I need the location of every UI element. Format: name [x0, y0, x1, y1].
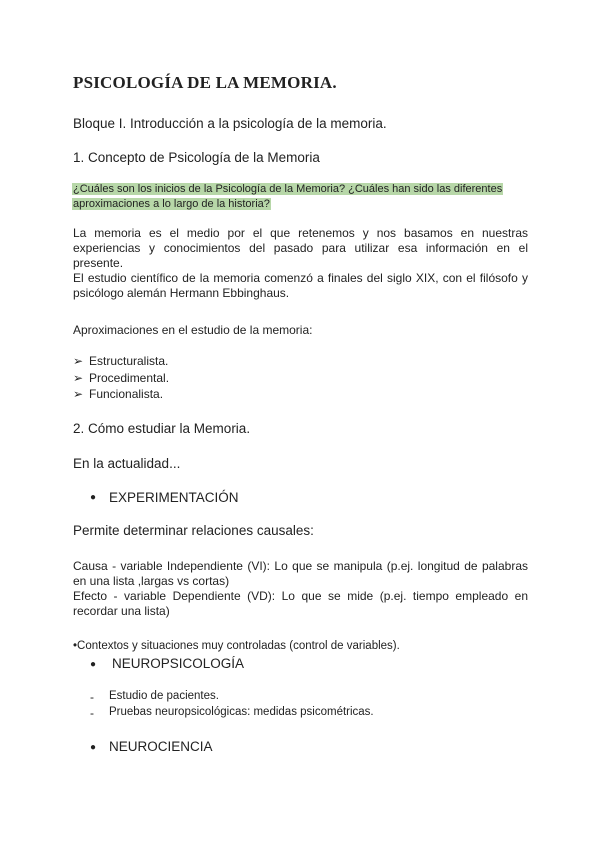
- causal-text: Permite determinar relaciones causales:: [73, 523, 314, 538]
- arrow-icon: ➢: [73, 387, 84, 401]
- variables-line-4: recordar una lista): [73, 604, 170, 618]
- approach-item: [73, 354, 168, 368]
- intro-line-2: experiencias y conocimientos del pasado para utilizar esa información en el: [73, 241, 528, 255]
- arrow-icon: ➢: [73, 354, 84, 368]
- section2-heading: 2. Cómo estudiar la Memoria.: [73, 421, 251, 436]
- highlight-line-1: ¿Cuáles son los inicios de la Psicología de la Memoria? ¿Cuáles han sido las diferentes: [73, 183, 503, 195]
- approach-item: [73, 387, 163, 401]
- contexts-text: •Contextos y situaciones muy controladas (control de variables).: [73, 640, 400, 652]
- approach-item: [73, 371, 169, 385]
- section1-heading: 1. Concepto de Psicología de la Memoria: [73, 150, 320, 165]
- neuroscience-label: NEUROCIENCIA: [109, 739, 213, 754]
- document-title: PSICOLOGÍA DE LA MEMORIA.: [73, 73, 337, 92]
- variables-paragraph: [73, 559, 528, 619]
- intro-paragraph: [73, 226, 528, 301]
- approach-label: Procedimental.: [89, 371, 170, 385]
- intro-line-1: La memoria es el medio por el que retenemos y nos basamos en nuestras: [73, 226, 528, 240]
- neuropsychology-label: NEUROPSICOLOGÍA: [112, 656, 245, 671]
- arrow-icon: ➢: [73, 371, 84, 385]
- highlight-line-2: aproximaciones a lo largo de la historia?: [73, 198, 270, 210]
- approaches-heading: Aproximaciones en el estudio de la memoria:: [73, 323, 313, 337]
- neuro-item: Pruebas neuropsicológicas: medidas psicométricas.: [109, 706, 374, 718]
- bullet-icon: ●: [90, 659, 97, 670]
- intro-line-3: presente.: [73, 256, 124, 270]
- approach-label: Funcionalista.: [89, 387, 164, 401]
- dash-icon: -: [90, 706, 94, 720]
- bullet-icon: ●: [90, 492, 97, 503]
- variables-line-1: Causa - variable Independiente (VI): Lo que se manipula (p.ej. longitud de palabras: [73, 559, 528, 573]
- variables-line-3: Efecto - variable Dependiente (VD): Lo que se mide (p.ej. tiempo empleado en: [73, 589, 528, 603]
- dash-icon: -: [90, 690, 94, 704]
- approach-label: Estructuralista.: [89, 354, 169, 368]
- experimentation-label: EXPERIMENTACIÓN: [109, 490, 239, 505]
- variables-line-2: en una lista ,largas vs cortas): [73, 574, 230, 588]
- currently-text: En la actualidad...: [73, 456, 181, 471]
- neuro-item: Estudio de pacientes.: [109, 690, 219, 702]
- intro-line-4: El estudio científico de la memoria comenzó a finales del siglo XIX, con el filósofo y: [73, 271, 528, 285]
- bullet-icon: ●: [90, 742, 97, 753]
- block-heading: Bloque I. Introducción a la psicología de la memoria.: [73, 116, 387, 131]
- intro-line-5: psicólogo alemán Hermann Ebbinghaus.: [73, 286, 290, 300]
- highlighted-question: [72, 182, 528, 212]
